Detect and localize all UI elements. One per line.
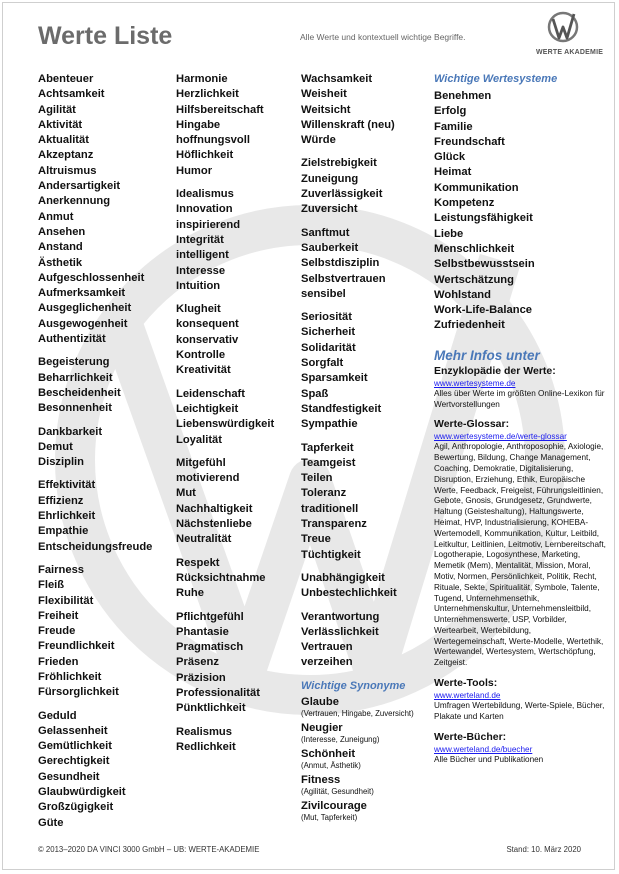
value-word: Altruismus bbox=[38, 164, 97, 177]
value-word: Ausgewogenheit bbox=[38, 317, 128, 330]
value-word: Innovation bbox=[176, 203, 233, 216]
value-word: Zuneigung bbox=[301, 172, 359, 185]
value-word: Wachsamkeit bbox=[301, 73, 373, 85]
system-item: Erfolg bbox=[434, 105, 467, 118]
value-word: Kreativität bbox=[176, 364, 231, 377]
value-word: Sparsamkeit bbox=[301, 372, 368, 385]
value-group bbox=[176, 387, 274, 448]
value-word: inspirierend bbox=[176, 218, 241, 231]
value-word: konservativ bbox=[176, 333, 239, 346]
info-description: Agil, Anthropologie, Anthroposophie, Axiologie, Bewertung, Bildung, Change Management, Coaching, Demokratie, Digitalisierung, Disruption, Erziehung, Ethik, Europäische Werte, Feedback, Freigeist, Führungsleitlinien, Gebote, Gnosis, Grundgesetz, Grundwerte, Haltung (Geisteshaltung), Haltungswerte, Heimat, HVP, Industrialisierung, KOHEBA-Wertemodell, Kommunikation, Kultur, Leitbild, Leitkultur, Leitlinien, Leitmotiv, Lernbereitschaft, Logotherapie, Logosynthese, Marketing, Memetik (Mem), Mentalität, Mission, Moral, Motiv, Normen, Persönlichkeit, Politik, Recht, Rituale, Sekte, Spiritualität, Symbole, Talente, Tugend, Unternehmensethik, Unternehmenskultur, Unternehmensleitbild, Unternehmenswerte, USP, Vorbilder, Wertearbeit, Wertebildung, Wertegemeinschaft, Werte-Modelle, Wertethik, Wertewandel, Wertesystem, Wertschöpfung, Zeitgeist. bbox=[434, 442, 606, 668]
value-word: Ruhe bbox=[176, 587, 204, 600]
info-description: Alle Bücher und Publikationen bbox=[434, 754, 544, 764]
info-title: Enzyklopädie der Werte: bbox=[434, 364, 556, 377]
value-word: Sorgfalt bbox=[301, 357, 344, 370]
info-block bbox=[434, 731, 606, 766]
value-word: Toleranz bbox=[301, 487, 347, 500]
value-word: Respekt bbox=[176, 556, 220, 569]
system-item: Wertschätzung bbox=[434, 273, 514, 286]
synonym-note: (Interesse, Zuneigung) bbox=[301, 734, 380, 744]
systems-list bbox=[434, 89, 606, 334]
value-group bbox=[38, 563, 152, 701]
value-word: Disziplin bbox=[38, 456, 84, 469]
synonym-item bbox=[301, 696, 414, 719]
value-word: Transparenz bbox=[301, 518, 367, 531]
value-word: Entscheidungsfreude bbox=[38, 540, 153, 553]
value-word: Willenskraft (neu) bbox=[301, 118, 395, 131]
system-item: Menschlichkeit bbox=[434, 242, 515, 255]
value-word: Spaß bbox=[301, 387, 329, 400]
value-group bbox=[301, 441, 414, 563]
value-word: sensibel bbox=[301, 287, 346, 300]
synonym-word: Neugier bbox=[301, 721, 343, 734]
value-word: Gemütlichkeit bbox=[38, 740, 112, 753]
info-title: Werte-Tools: bbox=[434, 677, 498, 690]
value-word: Redlichkeit bbox=[176, 740, 236, 753]
value-word: Zielstrebigkeit bbox=[301, 157, 377, 170]
value-word: Empathie bbox=[38, 525, 89, 538]
value-group bbox=[38, 478, 152, 554]
value-word: Abenteuer bbox=[38, 73, 94, 85]
value-word: Authentizität bbox=[38, 333, 106, 346]
system-item: Work-Life-Balance bbox=[434, 304, 533, 317]
value-word: Verantwortung bbox=[301, 610, 380, 623]
synonym-item bbox=[301, 774, 414, 797]
value-word: Freiheit bbox=[38, 609, 79, 622]
value-word: Sicherheit bbox=[301, 326, 356, 339]
info-link[interactable]: www.wertesysteme.de bbox=[434, 378, 516, 388]
value-word: Tapferkeit bbox=[301, 441, 354, 454]
value-word: Präsenz bbox=[176, 656, 219, 669]
value-word: verzeihen bbox=[301, 656, 353, 669]
value-word: Dankbarkeit bbox=[38, 425, 103, 438]
value-word: Rücksichtnahme bbox=[176, 571, 266, 584]
value-word: Effektivität bbox=[38, 479, 96, 492]
footer-date: Stand: 10. März 2020 bbox=[506, 845, 581, 854]
value-word: Ansehen bbox=[38, 225, 86, 238]
value-word: Beharrlichkeit bbox=[38, 371, 113, 384]
value-word: Würde bbox=[301, 134, 336, 147]
value-word: Anmut bbox=[38, 210, 74, 223]
value-word: Pragmatisch bbox=[176, 641, 244, 654]
value-word: Bescheidenheit bbox=[38, 386, 121, 399]
value-word: Tüchtigkeit bbox=[301, 548, 361, 561]
value-word: Freude bbox=[38, 625, 76, 638]
value-word: Demut bbox=[38, 440, 73, 453]
value-word: Liebenswürdigkeit bbox=[176, 418, 275, 431]
synonym-word: Fitness bbox=[301, 773, 341, 786]
value-word: Zuverlässigkeit bbox=[301, 188, 383, 201]
value-word: Zuversicht bbox=[301, 203, 358, 216]
value-word: Aktualität bbox=[38, 134, 89, 147]
value-word: Präzision bbox=[176, 671, 226, 684]
value-word: Neutralität bbox=[176, 533, 232, 546]
value-word: konsequent bbox=[176, 318, 239, 331]
system-item: Kompetenz bbox=[434, 197, 495, 210]
value-word: Pünktlichkeit bbox=[176, 702, 246, 715]
page-title: Werte Liste bbox=[38, 22, 173, 50]
value-word: Leichtigkeit bbox=[176, 402, 239, 415]
value-word: Teamgeist bbox=[301, 456, 356, 469]
info-blocks bbox=[434, 365, 606, 766]
value-word: Fürsorglichkeit bbox=[38, 686, 119, 699]
value-word: Treue bbox=[301, 533, 331, 546]
value-word: Gesundheit bbox=[38, 770, 100, 783]
value-word: Fairness bbox=[38, 563, 85, 576]
synonym-note: (Vertrauen, Hingabe, Zuversicht) bbox=[301, 708, 414, 718]
value-group bbox=[301, 226, 414, 302]
value-group bbox=[176, 302, 274, 378]
info-title: Werte-Bücher: bbox=[434, 730, 507, 743]
synonyms-list bbox=[301, 696, 414, 823]
system-item: Zufriedenheit bbox=[434, 319, 505, 332]
value-word: Besonnenheit bbox=[38, 402, 112, 415]
value-word: motivierend bbox=[176, 472, 240, 485]
value-word: Klugheit bbox=[176, 303, 221, 316]
value-word: Begeisterung bbox=[38, 356, 110, 369]
value-word: Höflichkeit bbox=[176, 149, 234, 162]
value-word: Freundlichkeit bbox=[38, 640, 115, 653]
info-description: Alles über Werte im größten Online-Lexikon für Wertvorstellungen bbox=[434, 388, 605, 409]
value-word: Glaubwürdigkeit bbox=[38, 786, 126, 799]
value-word: Weitsicht bbox=[301, 103, 351, 116]
info-link[interactable]: www.wertesysteme.de/werte-glossar bbox=[434, 432, 567, 442]
value-word: Teilen bbox=[301, 472, 333, 485]
systems-heading: Wichtige Wertesysteme bbox=[434, 73, 558, 85]
values-column-3-groups bbox=[301, 72, 414, 671]
value-group bbox=[38, 72, 152, 347]
value-word: Anerkennung bbox=[38, 195, 111, 208]
werte-akademie-logo-icon bbox=[546, 10, 580, 44]
system-item: Kommunikation bbox=[434, 181, 519, 194]
value-word: Unbestechlichkeit bbox=[301, 587, 397, 600]
synonym-item bbox=[301, 722, 414, 745]
info-description: Umfragen Wertebildung, Werte-Spiele, Bücher, Plakate und Karten bbox=[434, 701, 605, 721]
value-word: Vertrauen bbox=[301, 641, 353, 654]
footer-copyright: © 2013–2020 DA VINCI 3000 GmbH – UB: WERTE-AKADEMIE bbox=[38, 845, 260, 854]
werte-akademie-logo bbox=[536, 10, 604, 56]
value-word: Sanftmut bbox=[301, 226, 350, 239]
value-word: Gelassenheit bbox=[38, 724, 108, 737]
value-word: Geduld bbox=[38, 709, 77, 722]
value-word: Großzügigkeit bbox=[38, 801, 114, 814]
info-link[interactable]: www.werteland.de/buecher bbox=[434, 744, 533, 754]
value-group bbox=[176, 556, 274, 602]
value-group bbox=[301, 72, 414, 148]
value-word: Harmonie bbox=[176, 73, 228, 85]
synonym-item bbox=[301, 800, 414, 823]
value-word: Interesse bbox=[176, 264, 226, 277]
value-word: Weisheit bbox=[301, 88, 347, 101]
value-group bbox=[301, 310, 414, 432]
value-word: Mut bbox=[176, 487, 196, 500]
value-word: Leidenschaft bbox=[176, 387, 246, 400]
value-word: Phantasie bbox=[176, 625, 229, 638]
synonym-word: Glaube bbox=[301, 695, 339, 708]
value-word: Fleiß bbox=[38, 579, 65, 592]
system-item: Liebe bbox=[434, 227, 464, 240]
value-word: Andersartigkeit bbox=[38, 180, 121, 193]
value-word: hoffnungsvoll bbox=[176, 134, 250, 147]
value-group bbox=[176, 72, 274, 179]
value-word: Standfestigkeit bbox=[301, 402, 382, 415]
value-group bbox=[38, 355, 152, 416]
value-group bbox=[176, 456, 274, 548]
value-word: Anstand bbox=[38, 241, 83, 254]
value-word: Verlässlichkeit bbox=[301, 625, 379, 638]
value-word: Intuition bbox=[176, 279, 221, 292]
system-item: Glück bbox=[434, 151, 466, 164]
system-item: Benehmen bbox=[434, 90, 492, 102]
system-item: Freundschaft bbox=[434, 135, 505, 148]
value-word: Achtsamkeit bbox=[38, 88, 105, 101]
value-word: Agilität bbox=[38, 103, 76, 116]
value-group bbox=[301, 610, 414, 671]
value-group bbox=[301, 571, 414, 602]
value-group bbox=[176, 610, 274, 717]
synonym-note: (Mut, Tapferkeit) bbox=[301, 812, 358, 822]
value-group bbox=[38, 425, 152, 471]
value-word: Kontrolle bbox=[176, 349, 226, 362]
value-word: Frieden bbox=[38, 655, 79, 668]
value-word: Unabhängigkeit bbox=[301, 571, 385, 584]
value-word: Nächstenliebe bbox=[176, 518, 252, 531]
values-column-2 bbox=[176, 72, 274, 763]
value-word: Realismus bbox=[176, 725, 232, 738]
value-word: Hingabe bbox=[176, 118, 221, 131]
synonym-word: Zivilcourage bbox=[301, 799, 367, 812]
synonym-word: Schönheit bbox=[301, 747, 356, 760]
value-group bbox=[176, 187, 274, 294]
system-item: Leistungsfähigkeit bbox=[434, 212, 533, 225]
system-item: Heimat bbox=[434, 166, 472, 179]
value-word: Ästhetik bbox=[38, 256, 83, 269]
value-word: Solidarität bbox=[301, 341, 356, 354]
value-word: Flexibilität bbox=[38, 594, 94, 607]
page-subtitle: Alle Werte und kontextuell wichtige Begriffe. bbox=[300, 32, 466, 42]
value-word: Güte bbox=[38, 816, 64, 829]
value-group bbox=[38, 709, 152, 831]
synonyms-heading: Wichtige Synonyme bbox=[301, 679, 406, 692]
system-item: Wohlstand bbox=[434, 288, 491, 301]
value-word: Sauberkeit bbox=[301, 241, 359, 254]
values-column-1 bbox=[38, 72, 152, 839]
info-block bbox=[434, 677, 606, 723]
value-word: Nachhaltigkeit bbox=[176, 502, 253, 515]
value-word: Idealismus bbox=[176, 188, 234, 201]
synonym-item bbox=[301, 748, 414, 771]
value-word: Pflichtgefühl bbox=[176, 610, 244, 623]
value-word: Aufgeschlossenheit bbox=[38, 271, 145, 284]
synonym-note: (Agilität, Gesundheit) bbox=[301, 786, 374, 796]
value-word: Fröhlichkeit bbox=[38, 670, 102, 683]
value-word: Selbstdisziplin bbox=[301, 257, 380, 270]
value-group bbox=[176, 725, 274, 756]
value-word: Loyalität bbox=[176, 433, 223, 446]
value-word: Aktivität bbox=[38, 118, 83, 131]
info-block bbox=[434, 365, 606, 411]
logo-text: WERTE AKADEMIE bbox=[536, 49, 604, 56]
system-item: Familie bbox=[434, 120, 473, 133]
side-column bbox=[434, 72, 606, 773]
value-word: Humor bbox=[176, 164, 213, 177]
value-word: intelligent bbox=[176, 249, 229, 262]
value-word: Ausgeglichenheit bbox=[38, 302, 132, 315]
synonym-note: (Anmut, Ästhetik) bbox=[301, 760, 361, 770]
values-column-3 bbox=[301, 72, 414, 826]
value-word: Gerechtigkeit bbox=[38, 755, 110, 768]
value-word: Integrität bbox=[176, 233, 224, 246]
value-word: Hilfsbereitschaft bbox=[176, 103, 264, 116]
value-word: Selbstvertrauen bbox=[301, 272, 386, 285]
info-link[interactable]: www.werteland.de bbox=[434, 691, 501, 701]
value-word: Ehrlichkeit bbox=[38, 510, 96, 523]
value-word: Effizienz bbox=[38, 494, 84, 507]
value-word: Akzeptanz bbox=[38, 149, 94, 162]
value-word: Seriosität bbox=[301, 311, 352, 324]
value-word: traditionell bbox=[301, 502, 359, 515]
info-title: Werte-Glossar: bbox=[434, 418, 510, 431]
value-group bbox=[301, 156, 414, 217]
value-word: Mitgefühl bbox=[176, 456, 226, 469]
system-item: Selbstbewusstsein bbox=[434, 258, 535, 271]
value-word: Professionalität bbox=[176, 686, 260, 699]
value-word: Herzlichkeit bbox=[176, 88, 239, 101]
more-info-heading: Mehr Infos unter bbox=[434, 347, 540, 363]
info-block bbox=[434, 418, 606, 669]
value-word: Sympathie bbox=[301, 418, 358, 431]
value-word: Aufmerksamkeit bbox=[38, 287, 126, 300]
